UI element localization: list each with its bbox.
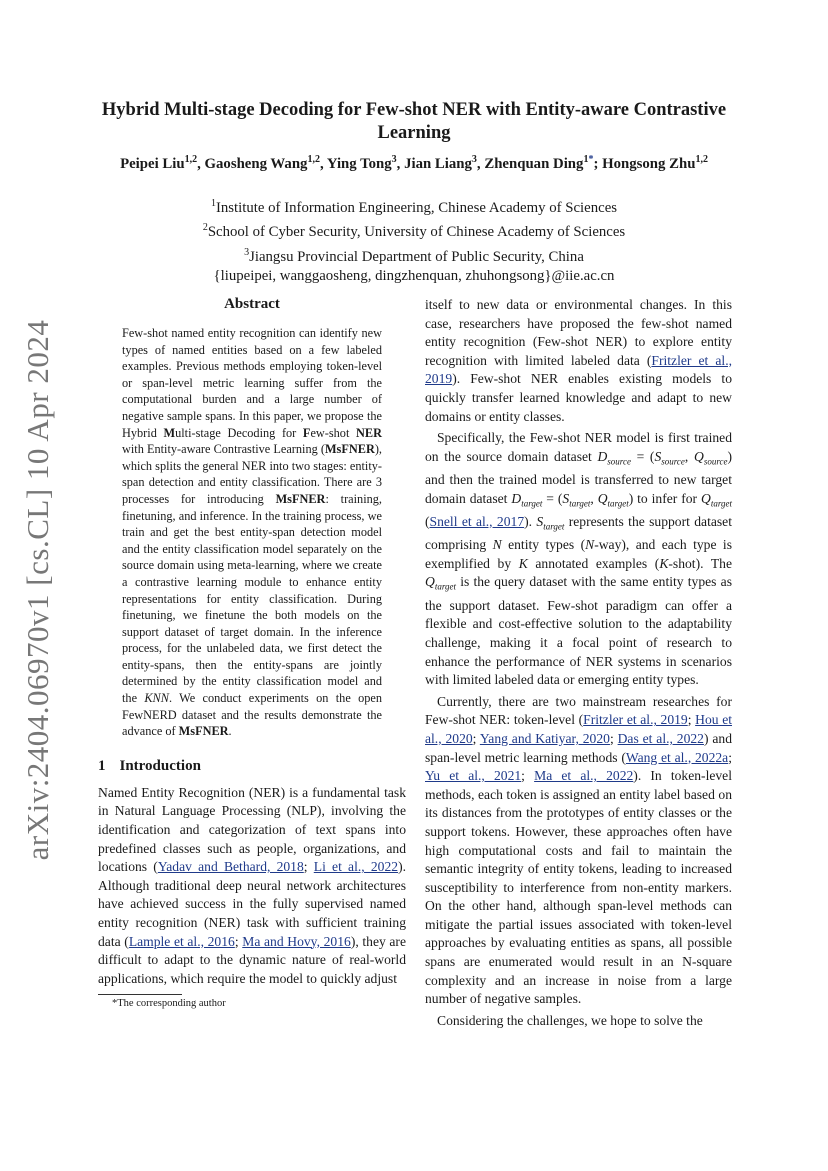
corresponding-author-mark[interactable]: *: [588, 154, 594, 165]
author-separator: ,: [197, 155, 205, 172]
text-run: ;: [472, 730, 480, 746]
bold-text: F: [302, 425, 311, 440]
author-affiliation-mark: 1: [583, 154, 589, 165]
author-affiliation-mark: 3: [391, 154, 397, 165]
affiliation-line: [100, 218, 728, 242]
affiliation-text: Jiangsu Provincial Department of Public Security, China: [249, 248, 584, 265]
citation-link[interactable]: Fritzler et al., 2019: [583, 712, 688, 728]
math-symbol: $Q_{target}$: [425, 574, 456, 593]
footnote-divider: [98, 994, 182, 995]
citation-link[interactable]: Wang et al., 2022a: [625, 749, 729, 765]
citation-link[interactable]: Lample et al., 2016: [128, 933, 235, 949]
math-subscript: target: [607, 498, 629, 509]
paragraph: [425, 429, 732, 690]
math-subscript: source: [607, 456, 631, 467]
text-run: Specifically, the Few-shot NER model is first trained on the source domain dataset: [425, 430, 732, 464]
text-run: = (: [630, 448, 655, 464]
author-name: Ying Tong: [326, 155, 392, 172]
abstract-heading: Abstract: [224, 296, 280, 312]
citation-link[interactable]: Yu et al., 2021: [425, 768, 522, 784]
text-run: ) and span-level metric learning methods (: [425, 730, 732, 765]
author-name: Zhenquan Ding: [484, 155, 584, 172]
math-subscript: target: [434, 582, 456, 593]
author-separator: ,: [319, 155, 327, 172]
affiliation-number: 3: [244, 246, 250, 258]
paper-title: Hybrid Multi-stage Decoding for Few-shot NER with Entity-aware Contrastive Learning: [101, 100, 727, 143]
text-run: represents the support dataset comprising: [425, 513, 732, 553]
author-name: Jian Liang: [404, 155, 472, 172]
paragraph: [425, 1012, 732, 1031]
math-subscript: target: [569, 498, 591, 509]
citation-link[interactable]: Das et al., 2022: [617, 730, 704, 746]
math-symbol: $S_{target}$: [536, 513, 565, 532]
affiliation-number: 1: [210, 198, 216, 209]
bold-text: M: [163, 425, 176, 440]
text-run: annotated examples (: [527, 555, 660, 571]
affiliation-line: [100, 243, 728, 267]
text-run: entity types (: [501, 537, 586, 553]
text-run: ew-shot: [310, 425, 357, 440]
citation-link[interactable]: Ma et al., 2022: [534, 768, 634, 784]
math-symbol: $Q_{target}$: [597, 490, 629, 509]
text-run: : training, finetuning, and inference. In the training process, we train and get the best entity-span detection model and the entity classification model separately on the source domain using meta-learning, where we create a contrastive learning module to enhance entity representations for entity classification. During finetuning, we finetune the both models on the support dataset of target domain. In the inference process, for the unlabeled data, we first detect the entity-spans, then the entity-spans are jointly determined by the entity classification model and the: [122, 491, 382, 706]
bold-text: NER: [356, 425, 382, 440]
text-run: ;: [687, 712, 696, 728]
text-run: ;: [728, 749, 733, 765]
author-separator: ,: [476, 155, 485, 172]
math-symbol: $S_{target}$: [562, 490, 591, 509]
abstract-text: [122, 325, 382, 740]
text-run: ) to infer for: [628, 490, 701, 506]
author-name: Peipei Liu: [120, 155, 185, 172]
text-run: . We conduct experiments on the open FewNERD dataset and the results demonstrate the advance of: [122, 691, 382, 739]
math-symbol: N: [492, 537, 502, 553]
bold-text: MsFNER: [178, 724, 229, 739]
math-symbol: $D_{source}$: [597, 448, 631, 467]
citation-link[interactable]: Fritzler et al., 2019: [425, 352, 732, 387]
text-run: ) and then the trained model is transferred to new target domain dataset: [425, 448, 733, 506]
introduction-text-left: [98, 784, 406, 989]
citation-link[interactable]: Snell et al., 2017: [429, 513, 525, 529]
text-run: is the query dataset with the same entity types as the support dataset. Few-shot paradigm can offer a flexible and cost-effective solution to the adaptability challenge, making it a focal point of research to enhance the performance of NER systems in scenarios with limited labeled data or emerging entity types.: [425, 574, 732, 688]
bold-text: MsFNER: [324, 442, 375, 457]
math-symbol: $Q_{target}$: [701, 490, 732, 509]
section-title: Introduction: [119, 757, 201, 774]
math-symbol: $S_{source}$: [654, 448, 685, 467]
text-run: itself to new data or environmental changes. In this case, researchers have proposed the few-shot named entity recognition (Few-shot NER) to explore entity recognition with limited labeled data (: [425, 297, 732, 368]
math-subscript: target: [543, 521, 565, 532]
section-number: 1: [98, 757, 106, 774]
author-affiliation-mark: 3: [471, 154, 477, 165]
author-emails: {liupeipei, wanggaosheng, dingzhenquan, zhuhongsong}@iie.ac.cn: [213, 268, 615, 285]
text-run: ;: [609, 730, 618, 746]
math-symbol: N: [585, 537, 595, 553]
text-run: ). Few-shot NER enables existing models to quickly transfer learned knowledge and adapt to new domains or entity classes.: [425, 371, 732, 424]
author-list: [60, 154, 768, 173]
citation-link[interactable]: Li et al., 2022: [313, 859, 399, 875]
author-affiliation-mark: 1,2: [184, 154, 198, 165]
text-run: Considering the challenges, we hope to solve the: [437, 1012, 703, 1028]
text-run: Few-shot named entity recognition can identify new types of named entities based on a few labeled examples. Previous methods employing token-level or span-level metric learning suffer from the computational burden and a large number of negative sample spans. In this paper, we propose the Hybrid: [122, 326, 382, 440]
bold-text: MsFNER: [275, 491, 326, 506]
math-symbol: K: [518, 555, 528, 571]
left-column: [98, 296, 406, 1009]
math-symbol: $Q_{source}$: [693, 448, 728, 467]
text-run: Currently, there are two mainstream researches for Few-shot NER: token-level (: [425, 693, 732, 728]
author-separator: ;: [593, 155, 603, 172]
affiliation-line: [100, 194, 728, 218]
math-subscript: source: [661, 456, 685, 467]
text-run: = (: [542, 490, 563, 506]
math-symbol: K: [659, 555, 669, 571]
text-run: ). Although traditional deep neural network architectures have achieved success in the fully supervised named entity recognition (NER) task with sufficient training data (: [98, 859, 406, 949]
author-affiliation-mark: 1,2: [695, 154, 708, 165]
introduction-text-right: [425, 296, 732, 1030]
text-run: with Entity-aware Contrastive Learning (: [122, 442, 325, 457]
affiliation-number: 2: [202, 222, 208, 234]
text-run: ). In token-level methods, each token is assigned an entity label based on its distances from the prototypes of entity classes or the support tokens. However, these approaches often have high computational costs and fail to maintain the semantic integrity of entity tokens, leading to increased susceptibility to interference from non-entity markers. On the other hand, although span-level methods can mitigate the partial issues associated with token-level approaches by evaluating entities as spans, all possible spans are enumerated would result in an N-square complexity and an increase in noise from a large number of negative samples.: [425, 768, 732, 1007]
author-affiliation-mark: 1,2: [307, 154, 320, 165]
text-run: ), they are difficult to adapt to the dynamic nature of real-world applications, which require the model to quickly adjust: [98, 933, 406, 986]
text-run: ;: [521, 768, 535, 784]
text-run: ,: [590, 490, 598, 506]
text-run: .: [228, 724, 232, 739]
math-subscript: target: [521, 498, 543, 509]
text-run: ;: [303, 859, 314, 875]
paragraph: [425, 693, 732, 1009]
affiliation-text: School of Cyber Security, University of Chinese Academy of Sciences: [207, 224, 626, 241]
citation-link[interactable]: Yang and Katiyar, 2020: [479, 730, 610, 746]
affiliations: [100, 194, 728, 287]
author-name: Gaosheng Wang: [204, 155, 308, 172]
text-run: ;: [234, 933, 243, 949]
text-run: (: [425, 513, 430, 529]
paragraph: [425, 296, 732, 426]
text-run: Named Entity Recognition (NER) is a fundamental task in Natural Language Processing (NLP), involving the identification and categorization of text spans into predefined classes such as people, organizations, and locations (: [98, 784, 406, 875]
text-run: ).: [524, 513, 537, 529]
citation-link[interactable]: Hou et al., 2020: [425, 712, 733, 746]
text-run: -shot). The: [668, 555, 732, 571]
math-subscript: target: [710, 498, 732, 509]
citation-link[interactable]: Ma and Hovy, 2016: [242, 933, 351, 949]
math-subscript: source: [703, 456, 728, 467]
text-run: ulti-stage Decoding for: [175, 425, 303, 440]
text-run: ,: [684, 448, 694, 464]
arxiv-identifier-text: arXiv:2404.06970v1 [cs.CL] 10 Apr 2024: [20, 319, 55, 861]
arxiv-identifier: [8, 319, 68, 861]
affiliation-text: Institute of Information Engineering, Chinese Academy of Sciences: [215, 199, 618, 216]
right-column: [425, 296, 732, 1030]
text-run: -way), and each type is exemplified by: [425, 537, 732, 571]
footnote: *The corresponding author: [112, 998, 226, 1010]
text-run: ), which splits the general NER into two stages: entity-span detection and entity classification. There are 3 processes for introducing: [122, 442, 382, 506]
author-name: Hongsong Zhu: [602, 155, 696, 172]
citation-link[interactable]: Yadav and Bethard, 2018: [157, 859, 304, 875]
author-separator: ,: [396, 155, 405, 172]
section-heading-introduction: [98, 758, 406, 775]
italic-text: KNN: [144, 691, 169, 706]
math-symbol: $D_{target}$: [511, 490, 543, 509]
